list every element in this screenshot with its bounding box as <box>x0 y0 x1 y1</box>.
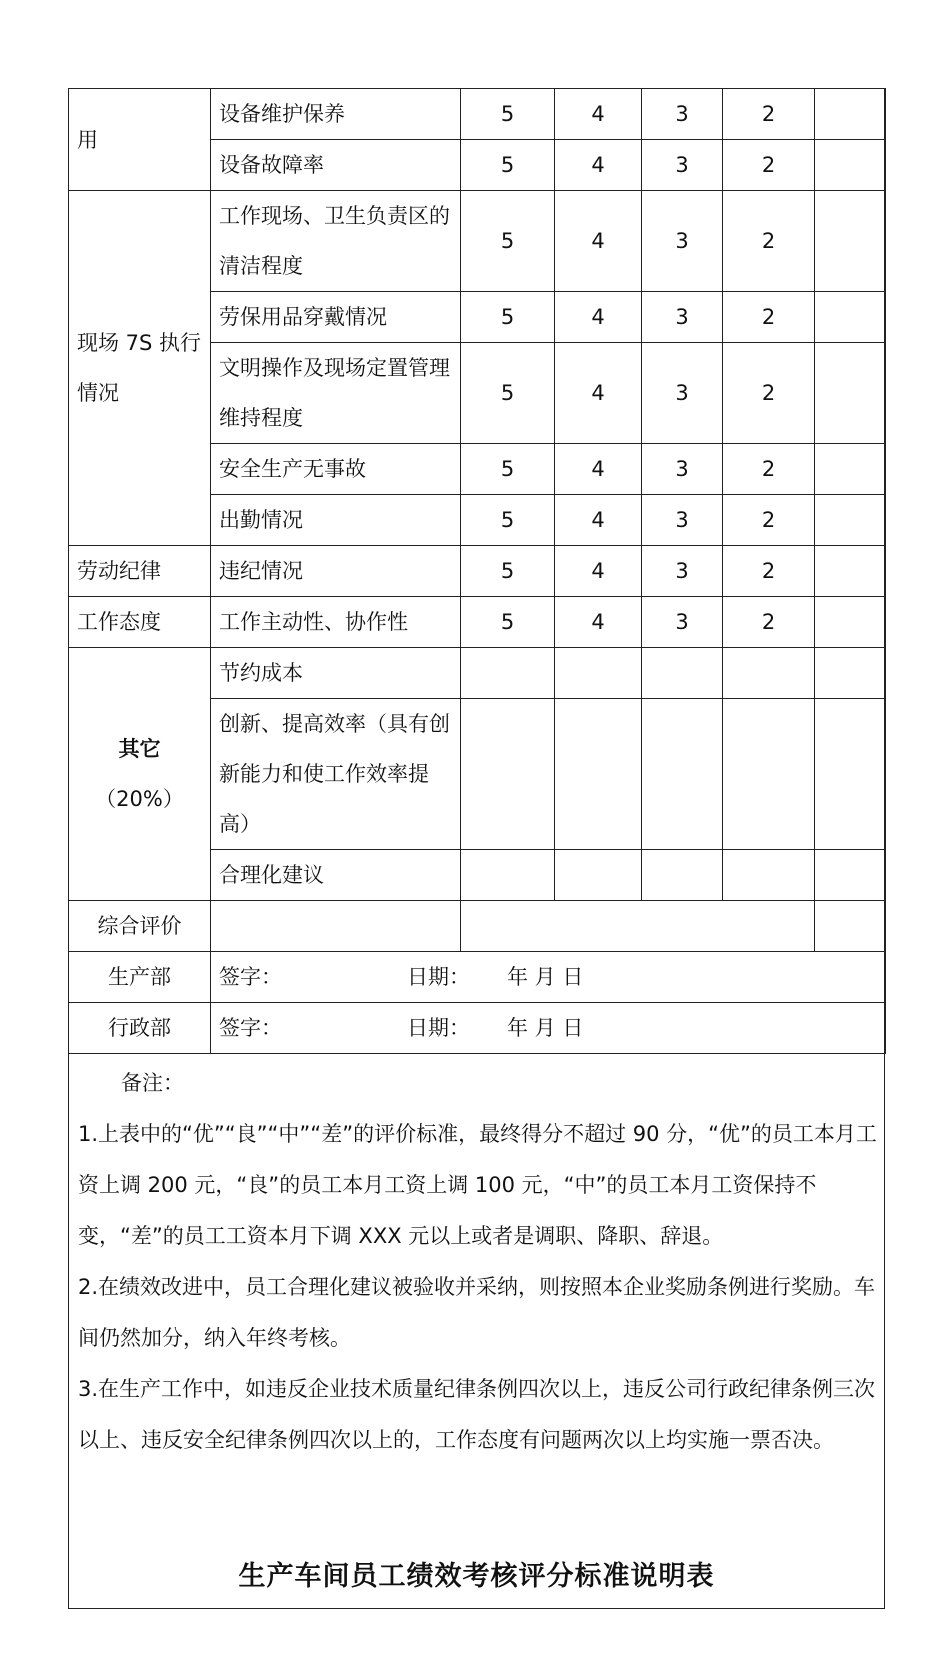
production-dept-label: 生产部 <box>69 952 211 1003</box>
item-cell: 设备故障率 <box>211 140 461 191</box>
score-good: 4 <box>555 191 642 292</box>
table-row <box>69 648 886 699</box>
actual-score-cell[interactable] <box>815 292 886 343</box>
sign-label: 签字： <box>219 1016 282 1040</box>
table-row <box>69 546 886 597</box>
score-poor: 2 <box>723 546 815 597</box>
score-poor: 2 <box>723 495 815 546</box>
item-cell: 工作主动性、协作性 <box>211 597 461 648</box>
score-medium[interactable] <box>642 850 723 901</box>
admin-dept-label: 行政部 <box>69 1003 211 1054</box>
score-excellent: 5 <box>461 292 555 343</box>
score-poor[interactable] <box>723 648 815 699</box>
score-poor: 2 <box>723 89 815 140</box>
overall-total-cell[interactable] <box>815 901 886 952</box>
item-cell: 出勤情况 <box>211 495 461 546</box>
item-cell: 违纪情况 <box>211 546 461 597</box>
score-poor: 2 <box>723 191 815 292</box>
score-good[interactable] <box>555 699 642 850</box>
actual-score-cell[interactable] <box>815 648 886 699</box>
actual-score-cell[interactable] <box>815 546 886 597</box>
note-item: 1.上表中的“优”“良”“中”“差”的评价标准，最终得分不超过 90 分，“优”的员工本月工资上调 200 元，“良”的员工本月工资上调 100 元，“中”的员工本月工资保持不变，“差”的员工工资本月下调 XXX 元以上或者是调职、降职、辞退。 <box>78 1122 877 1248</box>
actual-score-cell[interactable] <box>815 699 886 850</box>
score-medium[interactable] <box>642 648 723 699</box>
table-row <box>69 89 886 140</box>
actual-score-cell[interactable] <box>815 140 886 191</box>
item-cell: 文明操作及现场定置管理维持程度 <box>211 343 461 444</box>
score-medium[interactable] <box>642 699 723 850</box>
score-medium: 3 <box>642 444 723 495</box>
category-cell: 劳动纪律 <box>69 546 211 597</box>
note-item: 2.在绩效改进中，员工合理化建议被验收并采纳，则按照本企业奖励条例进行奖励。车间仍然加分，纳入年终考核。 <box>78 1275 876 1350</box>
table-row <box>69 597 886 648</box>
score-excellent[interactable] <box>461 699 555 850</box>
overall-row <box>69 901 886 952</box>
item-cell: 合理化建议 <box>211 850 461 901</box>
score-medium: 3 <box>642 191 723 292</box>
item-cell: 设备维护保养 <box>211 89 461 140</box>
score-medium: 3 <box>642 597 723 648</box>
score-excellent: 5 <box>461 89 555 140</box>
score-excellent: 5 <box>461 191 555 292</box>
date-label: 日期： <box>407 1016 470 1040</box>
document-title: 生产车间员工绩效考核评分标准说明表 <box>238 1561 715 1592</box>
notes-section <box>78 1058 878 1466</box>
score-excellent: 5 <box>461 140 555 191</box>
score-good: 4 <box>555 444 642 495</box>
score-excellent: 5 <box>461 495 555 546</box>
actual-score-cell[interactable] <box>815 191 886 292</box>
production-sign-row <box>69 952 886 1003</box>
score-medium: 3 <box>642 140 723 191</box>
score-good: 4 <box>555 597 642 648</box>
overall-score-cell[interactable] <box>461 901 815 952</box>
score-medium: 3 <box>642 495 723 546</box>
admin-sign-row <box>69 1003 886 1054</box>
table-row <box>69 191 886 292</box>
score-good: 4 <box>555 546 642 597</box>
score-medium: 3 <box>642 89 723 140</box>
actual-score-cell[interactable] <box>815 495 886 546</box>
item-cell: 劳保用品穿戴情况 <box>211 292 461 343</box>
score-excellent: 5 <box>461 546 555 597</box>
score-medium: 3 <box>642 343 723 444</box>
score-poor: 2 <box>723 597 815 648</box>
score-good[interactable] <box>555 850 642 901</box>
score-excellent: 5 <box>461 597 555 648</box>
category-weight: （20%） <box>95 787 184 811</box>
score-good: 4 <box>555 292 642 343</box>
score-good: 4 <box>555 495 642 546</box>
admin-sign-cell[interactable] <box>211 1003 886 1054</box>
production-sign-cell[interactable] <box>211 952 886 1003</box>
actual-score-cell[interactable] <box>815 343 886 444</box>
item-cell: 创新、提高效率（具有创新能力和使工作效率提高） <box>211 699 461 850</box>
score-poor: 2 <box>723 343 815 444</box>
category-cell: 工作态度 <box>69 597 211 648</box>
item-cell: 工作现场、卫生负责区的清洁程度 <box>211 191 461 292</box>
score-poor: 2 <box>723 140 815 191</box>
score-good: 4 <box>555 343 642 444</box>
score-poor[interactable] <box>723 850 815 901</box>
score-excellent: 5 <box>461 444 555 495</box>
score-good: 4 <box>555 140 642 191</box>
actual-score-cell[interactable] <box>815 444 886 495</box>
overall-label: 综合评价 <box>69 901 211 952</box>
date-ymd: 年 月 日 <box>507 965 584 989</box>
category-cell <box>69 648 211 901</box>
actual-score-cell[interactable] <box>815 597 886 648</box>
score-medium: 3 <box>642 546 723 597</box>
score-excellent[interactable] <box>461 648 555 699</box>
category-cell: 用 <box>69 89 211 191</box>
actual-score-cell[interactable] <box>815 850 886 901</box>
category-title: 其它 <box>118 737 161 761</box>
score-poor: 2 <box>723 292 815 343</box>
score-excellent: 5 <box>461 343 555 444</box>
actual-score-cell[interactable] <box>815 89 886 140</box>
sign-label: 签字： <box>219 965 282 989</box>
score-poor: 2 <box>723 444 815 495</box>
date-ymd: 年 月 日 <box>507 1016 584 1040</box>
overall-comment-cell[interactable] <box>211 901 461 952</box>
notes-heading: 备注： <box>121 1071 184 1095</box>
date-label: 日期： <box>407 965 470 989</box>
score-poor[interactable] <box>723 699 815 850</box>
score-medium: 3 <box>642 292 723 343</box>
item-cell: 安全生产无事故 <box>211 444 461 495</box>
score-excellent[interactable] <box>461 850 555 901</box>
score-good: 4 <box>555 89 642 140</box>
evaluation-table <box>68 88 886 1054</box>
item-cell: 节约成本 <box>211 648 461 699</box>
note-item: 3.在生产工作中，如违反企业技术质量纪律条例四次以上，违反公司行政纪律条例三次以上、违反安全纪律条例四次以上的，工作态度有问题两次以上均实施一票否决。 <box>78 1377 876 1452</box>
category-cell: 现场 7S 执行情况 <box>69 191 211 546</box>
score-good[interactable] <box>555 648 642 699</box>
